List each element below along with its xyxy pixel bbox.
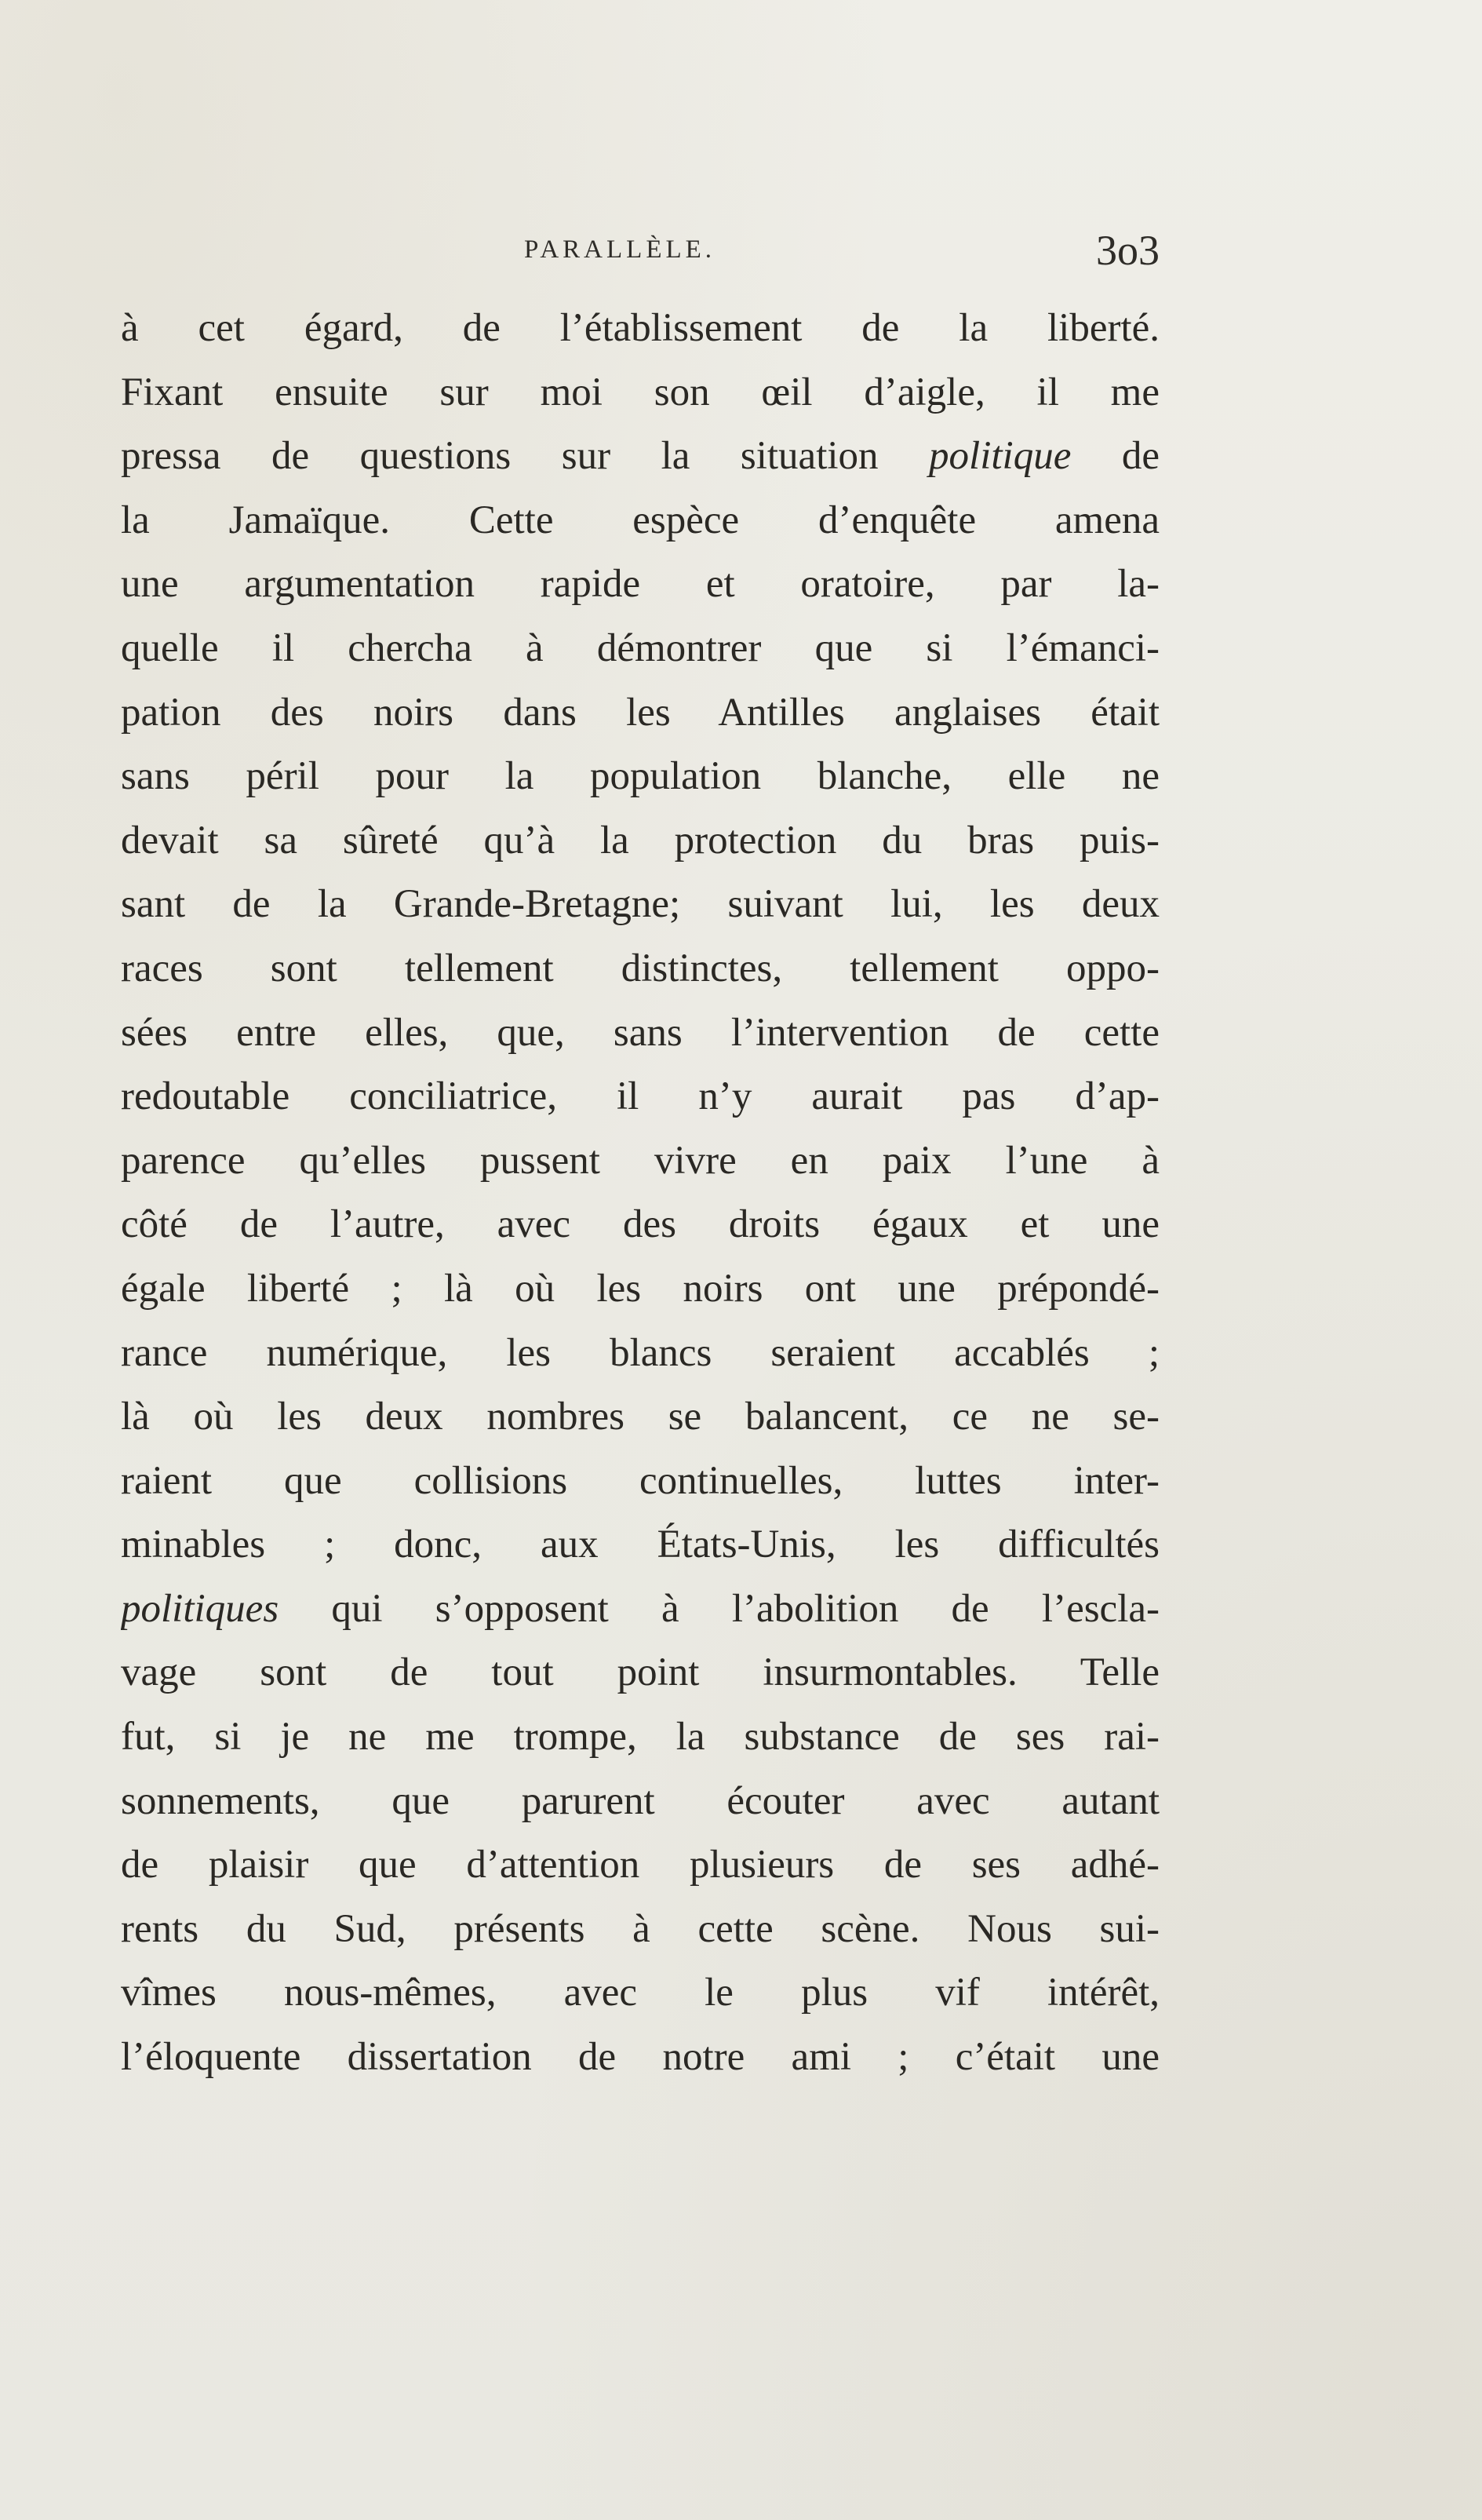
text-line: côté de l’autre, avec des droits égaux et une — [121, 1202, 1160, 1247]
text-line: l’éloquente dissertation de notre ami ; c’était une — [121, 2035, 1160, 2080]
text-line: vîmes nous-mêmes, avec le plus vif intérêt, — [121, 1971, 1160, 2015]
text-line: parence qu’elles pussent vivre en paix l’une à — [121, 1138, 1160, 1183]
body-text — [121, 297, 1160, 2090]
text-line: redoutable conciliatrice, il n’y aurait pas d’ap- — [121, 1074, 1160, 1119]
text-segment: de — [1071, 434, 1160, 479]
text-line: vage sont de tout point insurmontables. Telle — [121, 1650, 1160, 1695]
text-line: sées entre elles, que, sans l’intervention de cette — [121, 1010, 1160, 1055]
text-line: là où les deux nombres se balancent, ce ne se- — [121, 1395, 1160, 1439]
text-line: quelle il chercha à démontrer que si l’émanci- — [121, 625, 1160, 670]
text-segment: pressa de questions sur la situation — [121, 434, 930, 479]
text-line: sant de la Grande-Bretagne; suivant lui, les deux — [121, 882, 1160, 927]
text-line: de plaisir que d’attention plusieurs de ses adhé- — [121, 1843, 1160, 1887]
text-line — [121, 425, 1160, 489]
text-line: une argumentation rapide et oratoire, par la- — [121, 562, 1160, 607]
text-line: pation des noirs dans les Antilles anglaises était — [121, 690, 1160, 735]
text-segment: qui s’opposent à l’abolition de l’escla- — [279, 1586, 1160, 1631]
page-header — [121, 226, 1160, 281]
running-head: PARALLÈLE. — [524, 235, 716, 264]
text-line: sans péril pour la population blanche, elle ne — [121, 754, 1160, 799]
italic-word: politique — [929, 434, 1072, 479]
text-line: raient que collisions continuelles, luttes inter- — [121, 1458, 1160, 1503]
text-line: Fixant ensuite sur moi son œil d’aigle, il me — [121, 370, 1160, 414]
text-line: rents du Sud, présents à cette scène. Nous sui- — [121, 1906, 1160, 1951]
text-line: à cet égard, de l’établissement de la liberté. — [121, 306, 1160, 350]
text-line: égale liberté ; là où les noirs ont une prépondé- — [121, 1266, 1160, 1311]
text-line: devait sa sûreté qu’à la protection du bras puis- — [121, 818, 1160, 862]
page-number: 3o3 — [1096, 227, 1160, 274]
text-line: minables ; donc, aux États-Unis, les difficultés — [121, 1523, 1160, 1567]
text-line: races sont tellement distinctes, tellement oppo- — [121, 946, 1160, 990]
text-line: fut, si je ne me trompe, la substance de ses rai- — [121, 1715, 1160, 1760]
text-line: sonnements, que parurent écouter avec autant — [121, 1778, 1160, 1823]
text-line: la Jamaïque. Cette espèce d’enquête amena — [121, 498, 1160, 542]
text-line: rance numérique, les blancs seraient accablés ; — [121, 1330, 1160, 1375]
text-line — [121, 1577, 1160, 1642]
italic-word: politiques — [121, 1586, 279, 1631]
